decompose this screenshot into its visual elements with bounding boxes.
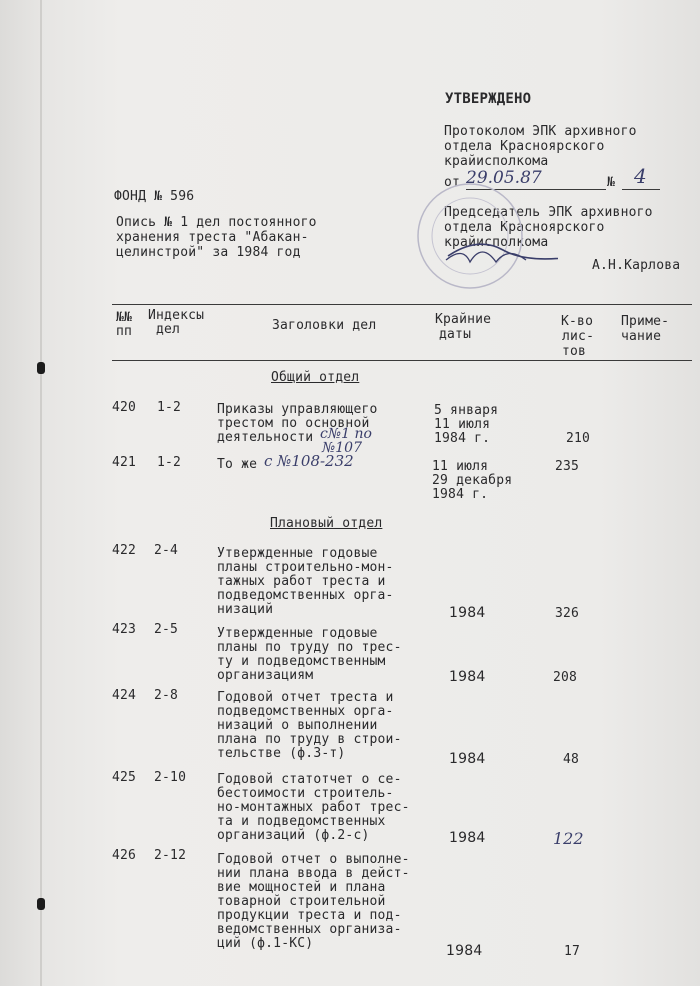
row-title-line: организаций (ф.2-с) xyxy=(217,828,370,843)
row-index: 1-2 xyxy=(157,400,182,415)
approval-title: УТВЕРЖДЕНО xyxy=(445,91,532,107)
row-index: 2-4 xyxy=(154,543,179,558)
row-title-line: низаций xyxy=(217,602,274,617)
row-number: 426 xyxy=(112,848,137,863)
row-title-line: То же xyxy=(217,457,258,472)
approval-chair-line: Председатель ЭПК архивного xyxy=(444,205,653,220)
fund-line: ФОНД № 596 xyxy=(114,189,195,204)
row-date-line: 29 декабря xyxy=(432,473,513,488)
header-index: Индексы xyxy=(148,308,205,323)
table-top-rule xyxy=(112,304,692,305)
binding-hole xyxy=(37,898,45,910)
row-title-line: тельстве (ф.3-т) xyxy=(217,746,346,761)
row-title-line: Утвержденные годовые xyxy=(217,546,378,561)
header-index: дел xyxy=(156,322,181,337)
row-index: 1-2 xyxy=(157,455,182,470)
row-title-line: Годовой отчет треста и xyxy=(217,690,394,705)
row-title-line: та и подведомственных xyxy=(217,814,386,829)
row-date-line: 1984 xyxy=(449,830,486,846)
section-title: Общий отдел xyxy=(271,370,360,385)
row-title-line: планы строительно-мон- xyxy=(217,560,394,575)
approval-number-prefix: № xyxy=(607,175,616,190)
row-sheets: 210 xyxy=(566,431,591,446)
row-title-line: тажных работ треста и xyxy=(217,574,386,589)
approval-number: 4 xyxy=(634,164,647,188)
row-date-line: 1984 xyxy=(449,605,486,621)
approval-date-prefix: от xyxy=(444,175,461,190)
row-title-line: Годовой статотчет о се- xyxy=(217,772,402,787)
inventory-line: целинстрой" за 1984 год xyxy=(116,245,301,260)
inventory-line: Опись № 1 дел постоянного xyxy=(116,215,317,230)
row-index: 2-5 xyxy=(154,622,179,637)
official-seal xyxy=(408,176,558,296)
row-sheets: 208 xyxy=(553,670,578,685)
row-number: 425 xyxy=(112,770,137,785)
row-title-line: плана по труду в строи- xyxy=(217,732,402,747)
row-date-line: 1984 xyxy=(446,943,483,959)
row-number: 424 xyxy=(112,688,137,703)
row-number: 423 xyxy=(112,622,137,637)
row-index: 2-10 xyxy=(154,770,187,785)
row-index: 2-12 xyxy=(154,848,187,863)
row-title-line: организациям xyxy=(217,668,314,683)
row-number: 421 xyxy=(112,455,137,470)
binding-hole xyxy=(37,362,45,374)
row-title-handwritten: с №108-232 xyxy=(264,452,354,470)
header-sheets: К-во xyxy=(561,314,594,329)
row-date-line: 1984 xyxy=(449,751,486,767)
row-sheets: 17 xyxy=(564,944,581,959)
row-title-line: товарной строительной xyxy=(217,894,386,909)
inventory-line: хранения треста "Абакан- xyxy=(116,230,309,245)
row-title-line: Утвержденные годовые xyxy=(217,626,378,641)
row-date-line: 11 июля xyxy=(434,417,491,432)
approval-protocol-line: крайисполкома xyxy=(444,154,549,169)
row-index: 2-8 xyxy=(154,688,179,703)
row-sheets: 122 xyxy=(553,829,584,848)
header-dates: даты xyxy=(439,327,472,342)
row-title-line: низаций о выполнении xyxy=(217,718,378,733)
row-title-line: бестоимости строитель- xyxy=(217,786,394,801)
row-title-line: ту и подведомственным xyxy=(217,654,386,669)
header-sheets: тов xyxy=(562,344,587,359)
header-number: пп xyxy=(116,324,133,339)
row-date-line: 5 января xyxy=(434,403,499,418)
row-date-line: 11 июля xyxy=(432,459,489,474)
signature-stroke xyxy=(448,244,558,259)
signature-stroke xyxy=(446,252,526,262)
row-title-line: планы по труду по трес- xyxy=(217,640,402,655)
header-title: Заголовки дел xyxy=(272,318,377,333)
row-number: 422 xyxy=(112,543,137,558)
header-notes: Приме- xyxy=(621,314,670,329)
approval-chair-line: крайисполкома xyxy=(444,235,549,250)
row-title-handwritten: с№1 по xyxy=(320,426,372,442)
page-fold xyxy=(40,0,42,986)
row-title-line: вие мощностей и плана xyxy=(217,880,386,895)
row-title-line: продукции треста и под- xyxy=(217,908,402,923)
row-sheets: 235 xyxy=(555,459,580,474)
approval-chair-name: А.Н.Карлова xyxy=(592,258,681,273)
header-dates: Крайние xyxy=(435,312,492,327)
row-title-line: ций (ф.1-КС) xyxy=(217,936,314,951)
row-title-line: Годовой отчет о выполне- xyxy=(217,852,410,867)
row-sheets: 326 xyxy=(555,606,580,621)
section-title: Плановый отдел xyxy=(270,516,383,531)
header-number: №№ xyxy=(116,310,133,325)
row-date-line: 1984 xyxy=(449,669,486,685)
row-title-line: деятельности xyxy=(217,430,314,445)
number-underline xyxy=(622,189,660,190)
row-title-line: Приказы управляющего xyxy=(217,402,378,417)
approval-date: 29.05.87 xyxy=(466,168,542,188)
approval-protocol-line: Протоколом ЭПК архивного xyxy=(444,124,637,139)
row-title-line: ведомственных организа- xyxy=(217,922,402,937)
row-title-line: подведомственных орга- xyxy=(217,588,394,603)
approval-chair-line: отдела Красноярского xyxy=(444,220,605,235)
row-sheets: 48 xyxy=(563,752,580,767)
header-sheets: лис- xyxy=(562,329,595,344)
row-title-line: но-монтажных работ трес- xyxy=(217,800,410,815)
row-title-line: нии плана ввода в дейст- xyxy=(217,866,410,881)
approval-protocol-line: отдела Красноярского xyxy=(444,139,605,154)
row-date-line: 1984 г. xyxy=(432,487,489,502)
row-number: 420 xyxy=(112,400,137,415)
row-title-line: трестом по основной xyxy=(217,416,370,431)
header-notes: чание xyxy=(621,329,662,344)
row-date-line: 1984 г. xyxy=(434,431,491,446)
table-header-rule xyxy=(112,360,692,361)
row-title-line: подведомственных орга- xyxy=(217,704,394,719)
row-title-handwritten-above: №107 xyxy=(322,440,362,456)
